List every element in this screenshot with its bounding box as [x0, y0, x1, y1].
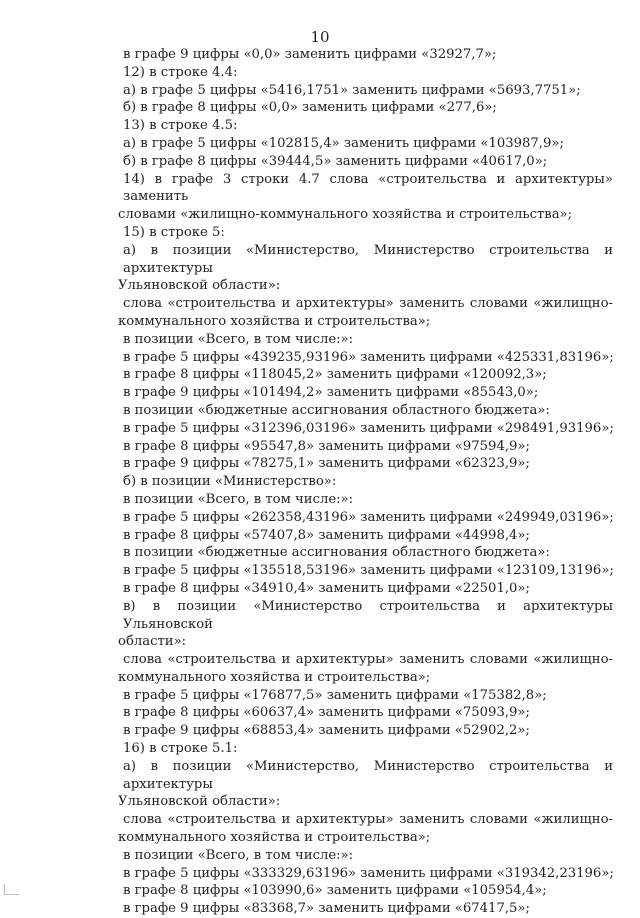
text-line: Ульяновской области»:	[118, 278, 281, 294]
text-line: б) в графе 8 цифры «0,0» заменить цифрами «277,6»;	[123, 100, 497, 116]
text-line: коммунального хозяйства и строительства»;	[118, 313, 431, 329]
text-line: а) в графе 5 цифры «5416,1751» заменить цифрами «5693,7751»;	[123, 82, 581, 98]
text-line: 14) в графе 3 строки 4.7 слова «строительства и архитектуры» заменить	[123, 171, 613, 205]
text-line: 16) в строке 5.1:	[123, 741, 238, 757]
text-line: а) в позиции «Министерство, Министерство строительства и архитектуры	[123, 758, 613, 792]
text-line: в позиции «Всего, в том числе:»:	[123, 847, 354, 863]
text-line: в графе 5 цифры «439235,93196» заменить цифрами «425331,83196»;	[123, 349, 614, 365]
text-line: коммунального хозяйства и строительства»;	[118, 830, 431, 846]
text-line: в графе 8 цифры «95547,8» заменить цифрами «97594,9»;	[123, 438, 530, 454]
page-number: 10	[310, 28, 330, 46]
text-line: слова «строительства и архитектуры» заменить словами «жилищно-	[123, 296, 613, 312]
text-line: б) в графе 8 цифры «39444,5» заменить цифрами «40617,0»;	[123, 153, 548, 169]
text-line: 15) в строке 5:	[123, 224, 225, 240]
text-line: б) в позиции «Министерство»:	[123, 474, 337, 490]
text-line: в графе 8 цифры «57407,8» заменить цифрами «44998,4»;	[123, 527, 530, 543]
text-line: в графе 5 цифры «333329,63196» заменить цифрами «319342,23196»;	[123, 865, 614, 881]
text-line: коммунального хозяйства и строительства»;	[118, 669, 431, 685]
text-line: в графе 5 цифры «262358,43196» заменить цифрами «249949,03196»;	[123, 509, 614, 525]
text-line: в графе 5 цифры «176877,5» заменить цифрами «175382,8»;	[123, 687, 547, 703]
text-line: в графе 9 цифры «68853,4» заменить цифрами «52902,2»;	[123, 723, 530, 739]
text-line: в позиции «Всего, в том числе:»:	[123, 331, 354, 347]
text-line: в позиции «Всего, в том числе:»:	[123, 491, 354, 507]
text-line: в графе 5 цифры «312396,03196» заменить цифрами «298491,93196»;	[123, 420, 614, 436]
text-line: в) в позиции «Министерство строительства и архитектуры Ульяновской	[123, 598, 613, 632]
text-line: в графе 8 цифры «60637,4» заменить цифрами «75093,9»;	[123, 705, 530, 721]
text-line: в графе 8 цифры «103990,6» заменить цифрами «105954,4»;	[123, 883, 547, 899]
text-line: Ульяновской области»:	[118, 794, 281, 810]
text-line: в графе 9 цифры «78275,1» заменить цифрами «62323,9»;	[123, 456, 530, 472]
text-line: в графе 9 цифры «0,0» заменить цифрами «32927,7»;	[123, 47, 497, 62]
text-line: в позиции «бюджетные ассигнования областного бюджета»:	[123, 402, 550, 418]
text-line: в графе 8 цифры «34910,4» заменить цифрами «22501,0»;	[123, 580, 530, 596]
text-line: 13) в строке 4.5:	[123, 118, 238, 134]
text-line: словами «жилищно-коммунального хозяйства и строительства»;	[118, 207, 573, 223]
text-line: 12) в строке 4.4:	[123, 64, 238, 80]
text-line: слова «строительства и архитектуры» заменить словами «жилищно-	[123, 652, 613, 668]
text-line: в графе 8 цифры «118045,2» заменить цифрами «120092,3»;	[123, 367, 547, 383]
text-line: области»:	[118, 634, 187, 650]
document-body	[118, 46, 614, 918]
text-line: а) в графе 5 цифры «102815,4» заменить цифрами «103987,9»;	[123, 135, 564, 151]
text-line: в позиции «бюджетные ассигнования областного бюджета»:	[123, 545, 550, 561]
text-line: в графе 9 цифры «83368,7» заменить цифрами «67417,5»;	[123, 901, 530, 917]
text-line: в графе 9 цифры «101494,2» заменить цифрами «85543,0»;	[123, 385, 539, 401]
scan-corner-mark	[4, 884, 19, 895]
text-line: слова «строительства и архитектуры» заменить словами «жилищно-	[123, 812, 613, 828]
text-line: а) в позиции «Министерство, Министерство строительства и архитектуры	[123, 242, 613, 276]
text-line: в графе 5 цифры «135518,53196» заменить цифрами «123109,13196»;	[123, 563, 614, 579]
